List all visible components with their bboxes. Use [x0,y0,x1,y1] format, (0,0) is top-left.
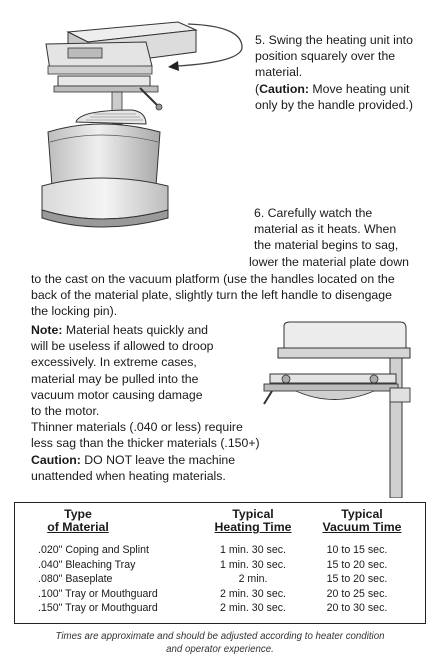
header-col1-bottom: of Material [47,520,109,534]
header-col2-bottom: Heating Time [214,520,292,534]
caution-2-line-1: DO NOT leave the machine [80,452,236,467]
cell-material: .100" Tray or Mouthguard [38,587,158,600]
cell-material: .150" Tray or Mouthguard [38,602,158,614]
cell-vacuum: 20 to 25 sec. [326,587,388,600]
note-line-1: Material heats quickly and [62,323,209,337]
footnote-line-1: Times are approximate and should be adjusted according to heater condition [55,631,385,642]
header-vacuum-time [312,508,412,534]
cell-vacuum: 10 to 15 sec. [326,544,388,556]
step-6-line-5: to the cast on the vacuum platform (use the handles located on the [31,272,395,286]
step-5-caution-text: Move heating unit only by the handle provided.) [255,81,413,112]
step-5-body: 5. Swing the heating unit into position squarely over the material. [255,33,413,80]
note-line-5: vacuum motor causing damage [31,387,203,402]
table-row [38,587,408,602]
table-row [38,601,408,616]
header-col3-bottom: Vacuum Time [322,520,402,534]
cell-vacuum: 20 to 30 sec. [326,602,388,614]
cell-heating: 1 min. 30 sec. [220,544,286,556]
step-6-line-3: the material begins to sag, [254,238,399,253]
footnote-line-2: and operator experience. [166,644,274,655]
step-6-line-2: material as it heats. When [254,222,397,237]
header-col2-top: Typical [232,507,274,521]
cell-material: .080" Baseplate [38,573,113,585]
cell-vacuum: 15 to 20 sec. [326,573,388,585]
note-line-2: will be useless if allowed to droop [31,339,214,354]
step-6-line-4: lower the material plate down [249,254,409,269]
header-type-of-material [28,508,128,534]
caution-2-label: Caution: [31,452,81,467]
table-row [38,572,408,587]
thickness-line-2: less sag than the thicker materials (.150+) [31,436,260,451]
step-6-right-text [244,205,434,270]
note-line-6: to the motor. [31,404,100,419]
note-label: Note: [31,323,63,337]
step-6-line-6: back of the material plate, slightly turn the left handle to disengage [31,288,392,303]
step-6-line-7: the locking pin). [31,304,118,319]
cell-heating: 2 min. 30 sec. [220,602,286,614]
step-5-text [255,32,415,113]
note-line-3: excessively. In extreme cases, [31,355,197,370]
step-6-wide-text [31,271,431,320]
material-plate-illustration [250,318,420,498]
cell-heating: 2 min. 30 sec. [220,587,286,600]
step-6-line-1: 6. Carefully watch the [254,206,373,220]
header-col3-top: Typical [341,507,383,521]
cell-material: .020" Coping and Splint [38,544,149,556]
note-line-4: material may be pulled into the [31,371,199,386]
header-col1-top: Type [64,507,92,521]
table-row [38,558,408,573]
header-heating-time [203,508,303,534]
vacuum-former-illustration [28,4,253,240]
step-5-paren-open: ( [255,81,260,96]
cell-vacuum: 15 to 20 sec. [326,558,388,571]
cell-material: .040" Bleaching Tray [38,558,136,571]
footnote [14,630,426,656]
note-block [31,322,261,484]
step-5-caution-label: Caution: [259,81,309,96]
thickness-line-1: Thinner materials (.040 or less) require [31,420,243,435]
cell-heating: 1 min. 30 sec. [220,558,286,571]
caution-2-line-2: unattended when heating materials. [31,468,226,483]
cell-heating: 2 min. [238,573,268,585]
table-row [38,543,408,558]
